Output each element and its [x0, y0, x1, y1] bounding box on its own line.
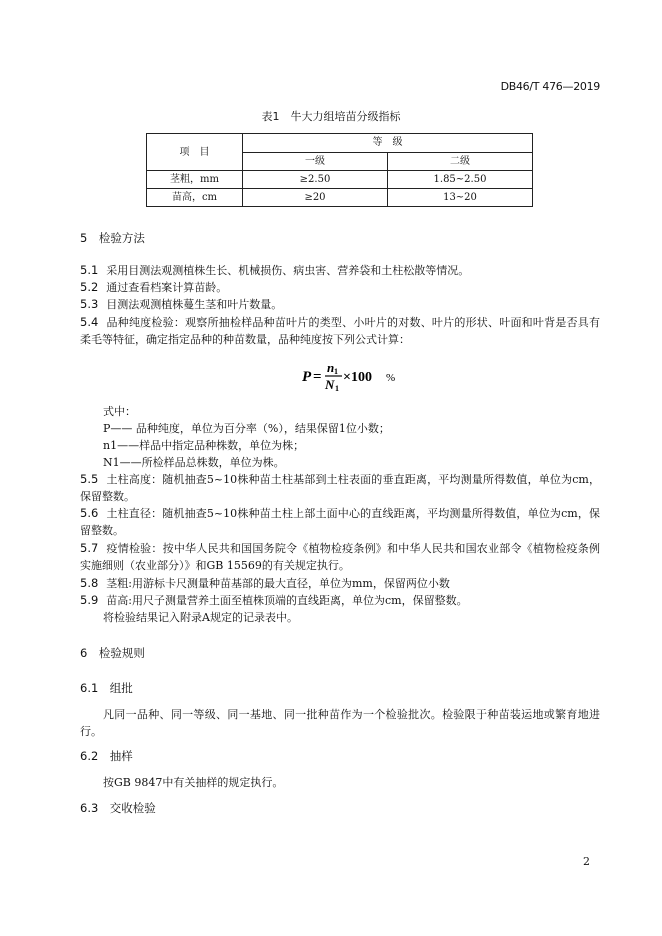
clause-5-8: [80, 575, 600, 592]
record-note: 将检验结果记入附录A规定的记录表中。: [103, 611, 298, 624]
clause-number: 5.5: [80, 472, 99, 486]
section-5-heading: 5 检验方法: [80, 231, 145, 245]
subsection-6-3-heading: 6.3 交收检验: [80, 801, 156, 815]
formula-numerator-sub: 1: [334, 367, 338, 376]
standard-number: DB46/T 476—2019: [500, 80, 600, 93]
formula-numerator: n: [327, 360, 335, 375]
clause-5-2: [80, 279, 600, 296]
formula-unit: %: [386, 372, 396, 384]
clause-text: 土柱高度：随机抽查5~10株种苗土柱基部到土柱表面的垂直距离，平均测量所得数值，单位为cm，保留整数。: [80, 473, 600, 503]
clause-number: 5.8: [80, 576, 99, 590]
formula-multiplier: ×100: [343, 370, 372, 385]
grade1-header: 一级: [243, 152, 388, 171]
clause-5-5: [80, 471, 600, 505]
clause-5-9: [80, 592, 600, 609]
table-caption: 表1 牛大力组培苗分级指标: [261, 110, 401, 123]
subsection-6-2-text: 按GB 9847中有关抽样的规定执行。: [103, 776, 284, 789]
clause-number: 5.2: [80, 280, 99, 294]
clause-text: 目测法观测植株蔓生茎和叶片数量。: [106, 298, 283, 311]
section-6-heading: 6 检验规则: [80, 646, 145, 660]
clause-text: 土柱直径：随机抽查5~10株种苗土柱上部土面中心的直线距离，平均测量所得数值，单位为cm，保留整数。: [80, 507, 600, 537]
subsection-6-1-text: 凡同一品种、同一等级、同一基地、同一批种苗作为一个检验批次。检验限于种苗装运地或繁育地进行。: [80, 708, 600, 738]
formula-lhs: P: [302, 369, 312, 385]
clause-text: 品种纯度检验：观察所抽检样品种苗叶片的类型、小叶片的对数、叶片的形状、叶面和叶背是否具有柔毛等特征，确定指定品种的种苗数量，品种纯度按下列公式计算：: [80, 316, 600, 346]
grade-header: 等 级: [243, 134, 533, 153]
subsection-6-1-heading: 6.1 组批: [80, 681, 133, 695]
clause-number: 5.7: [80, 541, 99, 555]
page-number: 2: [583, 855, 590, 868]
clause-text: 苗高:用尺子测量营养土面至植株顶端的直线距离，单位为cm，保留整数。: [106, 594, 468, 607]
clause-number: 5.3: [80, 297, 99, 311]
clause-text: 采用目测法观测植株生长、机械损伤、病虫害、营养袋和土柱松散等情况。: [106, 264, 470, 277]
row-grade1: ≥20: [243, 189, 388, 207]
formula-denominator-sub: 1: [335, 384, 339, 393]
formula-denominator: N: [325, 377, 335, 392]
row-label: 茎粗，mm: [147, 171, 243, 189]
formula-graphic: [300, 360, 420, 394]
table-header-row: [147, 134, 533, 153]
item-header: 项 目: [147, 134, 243, 171]
clause-number: 5.4: [80, 315, 99, 329]
clause-5-4: [80, 314, 600, 348]
clause-5-1: [80, 262, 600, 279]
row-grade2: 13~20: [388, 189, 533, 207]
definition-N1: N1——所检样品总株数，单位为株。: [103, 456, 285, 469]
clause-text: 茎粗:用游标卡尺测量种苗基部的最大直径，单位为mm，保留两位小数: [106, 577, 450, 590]
clause-number: 5.6: [80, 506, 99, 520]
clause-number: 5.9: [80, 593, 99, 607]
clause-text: 通过查看档案计算苗龄。: [106, 281, 228, 294]
clause-text: 疫情检验：按中华人民共和国国务院令《植物检疫条例》和中华人民共和国农业部令《植物检疫条例实施细则（农业部分）》和GB 15569的有关规定执行。: [80, 542, 600, 572]
row-grade1: ≥2.50: [243, 171, 388, 189]
clause-5-7: [80, 540, 600, 574]
clause-number: 5.1: [80, 263, 99, 277]
definition-n1: n1——样品中指定品种株数，单位为株；: [103, 439, 305, 452]
formula-equals: =: [313, 369, 322, 385]
clause-5-3: [80, 296, 600, 313]
clause-5-6: [80, 505, 600, 539]
row-grade2: 1.85~2.50: [388, 171, 533, 189]
subsection-6-2-heading: 6.2 抽样: [80, 749, 133, 763]
definition-p: P—— 品种纯度，单位为百分率（%），结果保留1位小数；: [103, 422, 390, 435]
purity-formula: [300, 360, 420, 399]
grade2-header: 二级: [388, 152, 533, 171]
where-label: 式中：: [103, 405, 136, 418]
table-row: [147, 171, 533, 189]
table-row: [147, 189, 533, 207]
grading-table: [146, 133, 533, 207]
row-label: 苗高，cm: [147, 189, 243, 207]
